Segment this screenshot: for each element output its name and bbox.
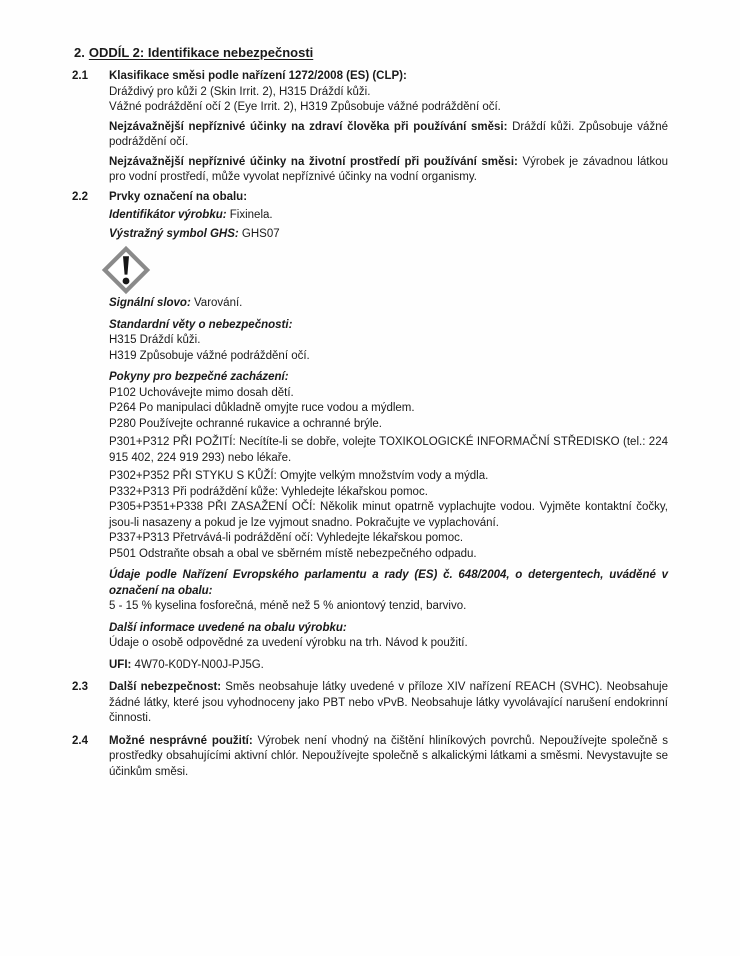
other-hazards-text: Směs neobsahuje látky uvedené v příloze XIV nařízení REACH (SVHC). Neobsahuje žádné látky, které jsou vyhodnoceny jako PBT nebo vPvB. Neobsahuje látky vyvolávající narušení endokrinní činnosti. [109, 681, 668, 724]
other-hazards-label: Další nebezpečnost: [109, 681, 222, 693]
section-2-2-number: 2.2 [72, 190, 88, 203]
section-2-2 [72, 190, 668, 674]
classification-line: Vážné podráždění očí 2 (Eye Irrit. 2), H319 Způsobuje vážné podráždění očí. [109, 101, 501, 113]
precautionary-statement: P102 Uchovávejte mimo dosah dětí. [109, 386, 294, 399]
environment-effects-paragraph [109, 155, 668, 186]
misuse-text: Výrobek není vhodný na čištění hliníkových povrchů. Nepoužívejte společně s prostředky obsahujícími aktivní chlór. Nepoužívejte společně s alkalickými látkami a směsmi. Nevystavujte se účinkům směsi. [109, 734, 668, 778]
ufi-label: UFI: [109, 658, 132, 671]
product-identifier-line [109, 208, 668, 224]
precautionary-statement: P501 Odstraňte obsah a obal ve sběrném místě nebezpečného odpadu. [109, 547, 477, 560]
section-title-number: 2. [74, 45, 85, 60]
precautionary-statement: P264 Po manipulaci důkladně omyjte ruce vodou a mýdlem. [109, 402, 415, 414]
detergent-regulation-heading: Údaje podle Nařízení Evropského parlamentu a rady (ES) č. 648/2004, o detergentech, uváděné v označení na obalu: [109, 569, 668, 597]
signal-word-line [109, 296, 668, 312]
hazard-statement: H319 Způsobuje vážné podráždění očí. [109, 349, 310, 362]
label-elements-heading: Prvky označení na obalu: [109, 190, 248, 203]
section-2-1-body [109, 69, 668, 186]
environment-effects-label: Nejzávažnější nepříznivé účinky na životní prostředí při používání směsi: [109, 155, 518, 168]
ghs-symbol-value: GHS07 [238, 227, 280, 240]
ufi-value: 4W70-K0DY-N00J-PJ5G. [131, 658, 264, 671]
precautionary-statement: P337+P313 Přetrvává-li podráždění očí: Vyhledejte lékařskou pomoc. [109, 532, 464, 544]
signal-word-label: Signální slovo: [109, 297, 191, 309]
section-2-1-number: 2.1 [72, 70, 88, 82]
section-title [74, 44, 668, 62]
health-effects-paragraph [109, 120, 668, 151]
other-label-info-text: Údaje o osobě odpovědné za uvedení výrobku na trh. Návod k použití. [109, 637, 468, 649]
classification-line: Dráždivý pro kůži 2 (Skin Irrit. 2), H315 Dráždí kůži. [109, 85, 371, 98]
ghs-symbol-label: Výstražný symbol GHS: [109, 227, 239, 240]
product-identifier-label: Identifikátor výrobku: [109, 209, 227, 221]
precautionary-statement: P305+P351+P338 PŘI ZASAŽENÍ OČÍ: Několik minut opatrně vyplachujte vodou. Vyjměte kontaktní čočky, jsou-li nasazeny a pokud je lze vyjmout snadno. Pokračujte ve vyplachování. [109, 501, 668, 529]
section-2-3-number: 2.3 [72, 681, 88, 693]
section-2-4 [72, 734, 668, 781]
section-title-text: ODDÍL 2: Identifikace nebezpečnosti [88, 45, 314, 60]
ghs-symbol-line [109, 227, 668, 243]
detergent-composition: 5 - 15 % kyselina fosforečná, méně než 5 % aniontový tenzid, barvivo. [109, 600, 467, 612]
signal-word-value: Varování. [190, 297, 243, 309]
section-2-1 [72, 69, 668, 186]
hazard-statements-heading: Standardní věty o nebezpečnosti: [109, 318, 293, 331]
section-2-3 [72, 680, 668, 727]
precautionary-statement: P302+P352 PŘI STYKU S KŮŽÍ: Omyjte velkým množstvím vody a mýdla. [109, 470, 489, 482]
ghs07-exclamation-mark-icon [101, 245, 151, 295]
precautionary-statement: P301+P312 PŘI POŽITÍ: Necítíte-li se dobře, volejte TOXIKOLOGICKÉ INFORMAČNÍ STŘEDISKO (tel.: 224 915 402, 224 919 293) nebo lékaře. [109, 436, 668, 464]
hazard-statement: H315 Dráždí kůži. [109, 334, 201, 346]
precautionary-statement: P332+P313 Při podráždění kůže: Vyhledejte lékařskou pomoc. [109, 485, 428, 498]
health-effects-label: Nejzávažnější nepříznivé účinky na zdraví člověka při používání směsi: [109, 120, 508, 133]
precautionary-statement: P280 Používejte ochranné rukavice a ochranné brýle. [109, 417, 382, 430]
other-label-info-heading: Další informace uvedené na obalu výrobku: [109, 621, 347, 634]
section-2-4-body [109, 734, 668, 781]
section-2-4-number: 2.4 [72, 734, 88, 747]
health-effects-text: Dráždí kůži. Způsobuje vážné podráždění očí. [109, 120, 668, 148]
product-identifier-value: Fixinela. [226, 209, 273, 221]
section-2-2-body [109, 190, 668, 674]
ufi-line [109, 658, 668, 674]
classification-heading: Klasifikace směsi podle nařízení 1272/2008 (ES) (CLP): [109, 70, 407, 82]
precautionary-heading: Pokyny pro bezpečné zacházení: [109, 371, 289, 383]
section-2-3-body [109, 680, 668, 727]
environment-effects-text: Výrobek je závadnou látkou pro vodní prostředí, může vyvolat nepříznivé účinky na vodní organismy. [109, 155, 668, 183]
misuse-label: Možné nesprávné použití: [109, 734, 253, 747]
